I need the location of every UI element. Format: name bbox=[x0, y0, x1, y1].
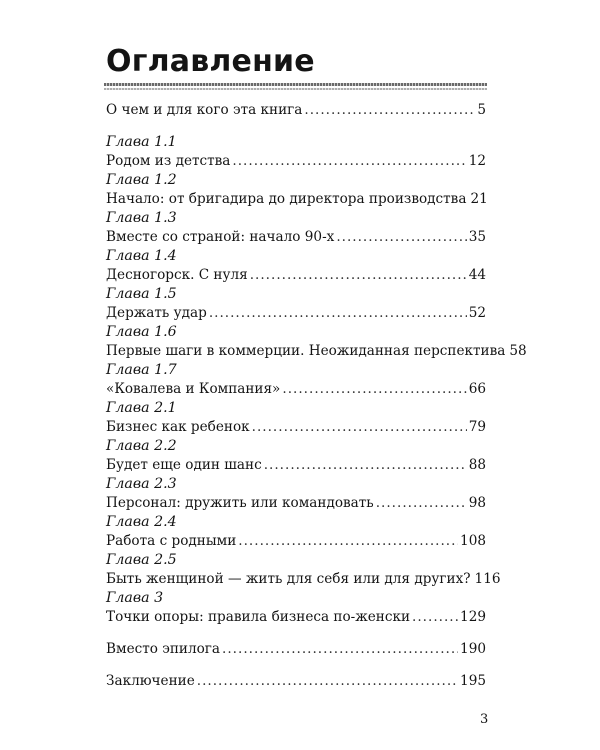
toc-entry-chapter-1-3[interactable] bbox=[106, 209, 486, 247]
toc-entry-chapter-1-1[interactable] bbox=[106, 133, 486, 171]
toc-chapter-label: Глава 1.4 bbox=[106, 248, 177, 264]
toc-entry-title: Точки опоры: правила бизнеса по-женски bbox=[106, 609, 411, 625]
toc-entry-chapter-2-2[interactable] bbox=[106, 437, 486, 475]
toc-page-number: 21 bbox=[470, 191, 488, 207]
toc-entry-conclusion[interactable] bbox=[106, 671, 486, 691]
toc-page-number: 108 bbox=[460, 533, 486, 549]
toc-chapter-label: Глава 2.4 bbox=[106, 514, 177, 530]
toc-entry-title: Начало: от бригадира до директора производства bbox=[106, 191, 467, 207]
toc-chapter-label: Глава 1.6 bbox=[106, 324, 177, 340]
toc-entry-title: Десногорск. С нуля bbox=[106, 267, 248, 283]
toc-entry-chapter-1-6[interactable] bbox=[106, 323, 527, 361]
toc-chapter-label: Глава 2.2 bbox=[106, 438, 177, 454]
toc-page-number: 190 bbox=[460, 641, 486, 657]
toc-entry-chapter-2-3[interactable] bbox=[106, 475, 486, 513]
dot-leader bbox=[336, 227, 466, 247]
dot-leader bbox=[264, 455, 467, 475]
toc-page-number: 66 bbox=[468, 381, 486, 397]
toc-page-number: 116 bbox=[474, 571, 501, 587]
toc-entry-chapter-2-1[interactable] bbox=[106, 399, 486, 437]
toc-page-number: 44 bbox=[468, 267, 486, 283]
toc-entry-title: Работа с родными bbox=[106, 533, 237, 549]
toc-chapter-label: Глава 1.7 bbox=[106, 362, 177, 378]
toc-entry-chapter-3[interactable] bbox=[106, 589, 486, 627]
toc-entry-intro[interactable] bbox=[106, 100, 486, 120]
dot-leader bbox=[238, 531, 458, 551]
toc-entry-title: Родом из детства bbox=[106, 153, 231, 169]
toc-entry-title: Заключение bbox=[106, 673, 195, 689]
toc-chapter-label: Глава 1.5 bbox=[106, 286, 177, 302]
page-number: 3 bbox=[480, 712, 489, 727]
toc-entry-title: Вместо эпилога bbox=[106, 641, 221, 657]
dot-leader bbox=[412, 607, 458, 627]
dot-leader bbox=[304, 100, 475, 120]
dot-leader bbox=[376, 493, 467, 513]
dot-leader bbox=[252, 417, 467, 437]
toc-page-number: 12 bbox=[468, 153, 486, 169]
toc-entry-chapter-1-2[interactable] bbox=[106, 171, 486, 209]
toc-entry-chapter-1-5[interactable] bbox=[106, 285, 486, 323]
toc-entry-epilogue[interactable] bbox=[106, 639, 486, 659]
toc-entry-chapter-1-4[interactable] bbox=[106, 247, 486, 285]
toc-entry-chapter-2-5[interactable] bbox=[106, 551, 501, 589]
toc-entry-chapter-1-7[interactable] bbox=[106, 361, 486, 399]
dot-leader bbox=[197, 671, 458, 691]
toc-page-number: 58 bbox=[509, 343, 527, 359]
toc-entry-title: Персонал: дружить или командовать bbox=[106, 495, 374, 511]
toc-entry-title: Вместе со страной: начало 90-х bbox=[106, 229, 335, 245]
dot-leader bbox=[250, 265, 467, 285]
toc-page-number: 195 bbox=[460, 673, 486, 689]
dot-leader bbox=[209, 303, 467, 323]
toc-entry-title: Будет еще один шанс bbox=[106, 457, 262, 473]
toc-entry-title: Первые шаги в коммерции. Неожиданная перспектива bbox=[106, 343, 506, 359]
toc-page-number: 88 bbox=[468, 457, 486, 473]
toc-entry-title: О чем и для кого эта книга bbox=[106, 102, 303, 118]
toc-entry-title: Быть женщиной — жить для себя или для других? bbox=[106, 571, 471, 587]
toc-chapter-label: Глава 1.2 bbox=[106, 172, 177, 188]
toc-page-number: 35 bbox=[468, 229, 486, 245]
table-of-contents bbox=[106, 100, 527, 691]
toc-entry-title: Бизнес как ребенок bbox=[106, 419, 250, 435]
title-rule bbox=[104, 83, 487, 86]
toc-chapter-label: Глава 2.3 bbox=[106, 476, 177, 492]
toc-entry-chapter-2-4[interactable] bbox=[106, 513, 486, 551]
toc-chapter-label: Глава 2.5 bbox=[106, 552, 177, 568]
title-rule-shadow bbox=[104, 88, 487, 90]
toc-chapter-label: Глава 1.3 bbox=[106, 210, 177, 226]
dot-leader bbox=[232, 151, 466, 171]
page-title: Оглавление bbox=[106, 44, 315, 79]
toc-chapter-label: Глава 2.1 bbox=[106, 400, 177, 416]
toc-page-number: 5 bbox=[477, 102, 486, 118]
toc-entry-title: Держать удар bbox=[106, 305, 207, 321]
toc-chapter-label: Глава 3 bbox=[106, 590, 164, 606]
toc-page-number: 98 bbox=[468, 495, 486, 511]
toc-entry-title: «Ковалева и Компания» bbox=[106, 381, 281, 397]
toc-page-number: 129 bbox=[460, 609, 486, 625]
dot-leader bbox=[282, 379, 466, 399]
toc-page-number: 52 bbox=[468, 305, 486, 321]
toc-chapter-label: Глава 1.1 bbox=[106, 134, 177, 150]
dot-leader bbox=[222, 639, 458, 659]
toc-page-number: 79 bbox=[468, 419, 486, 435]
